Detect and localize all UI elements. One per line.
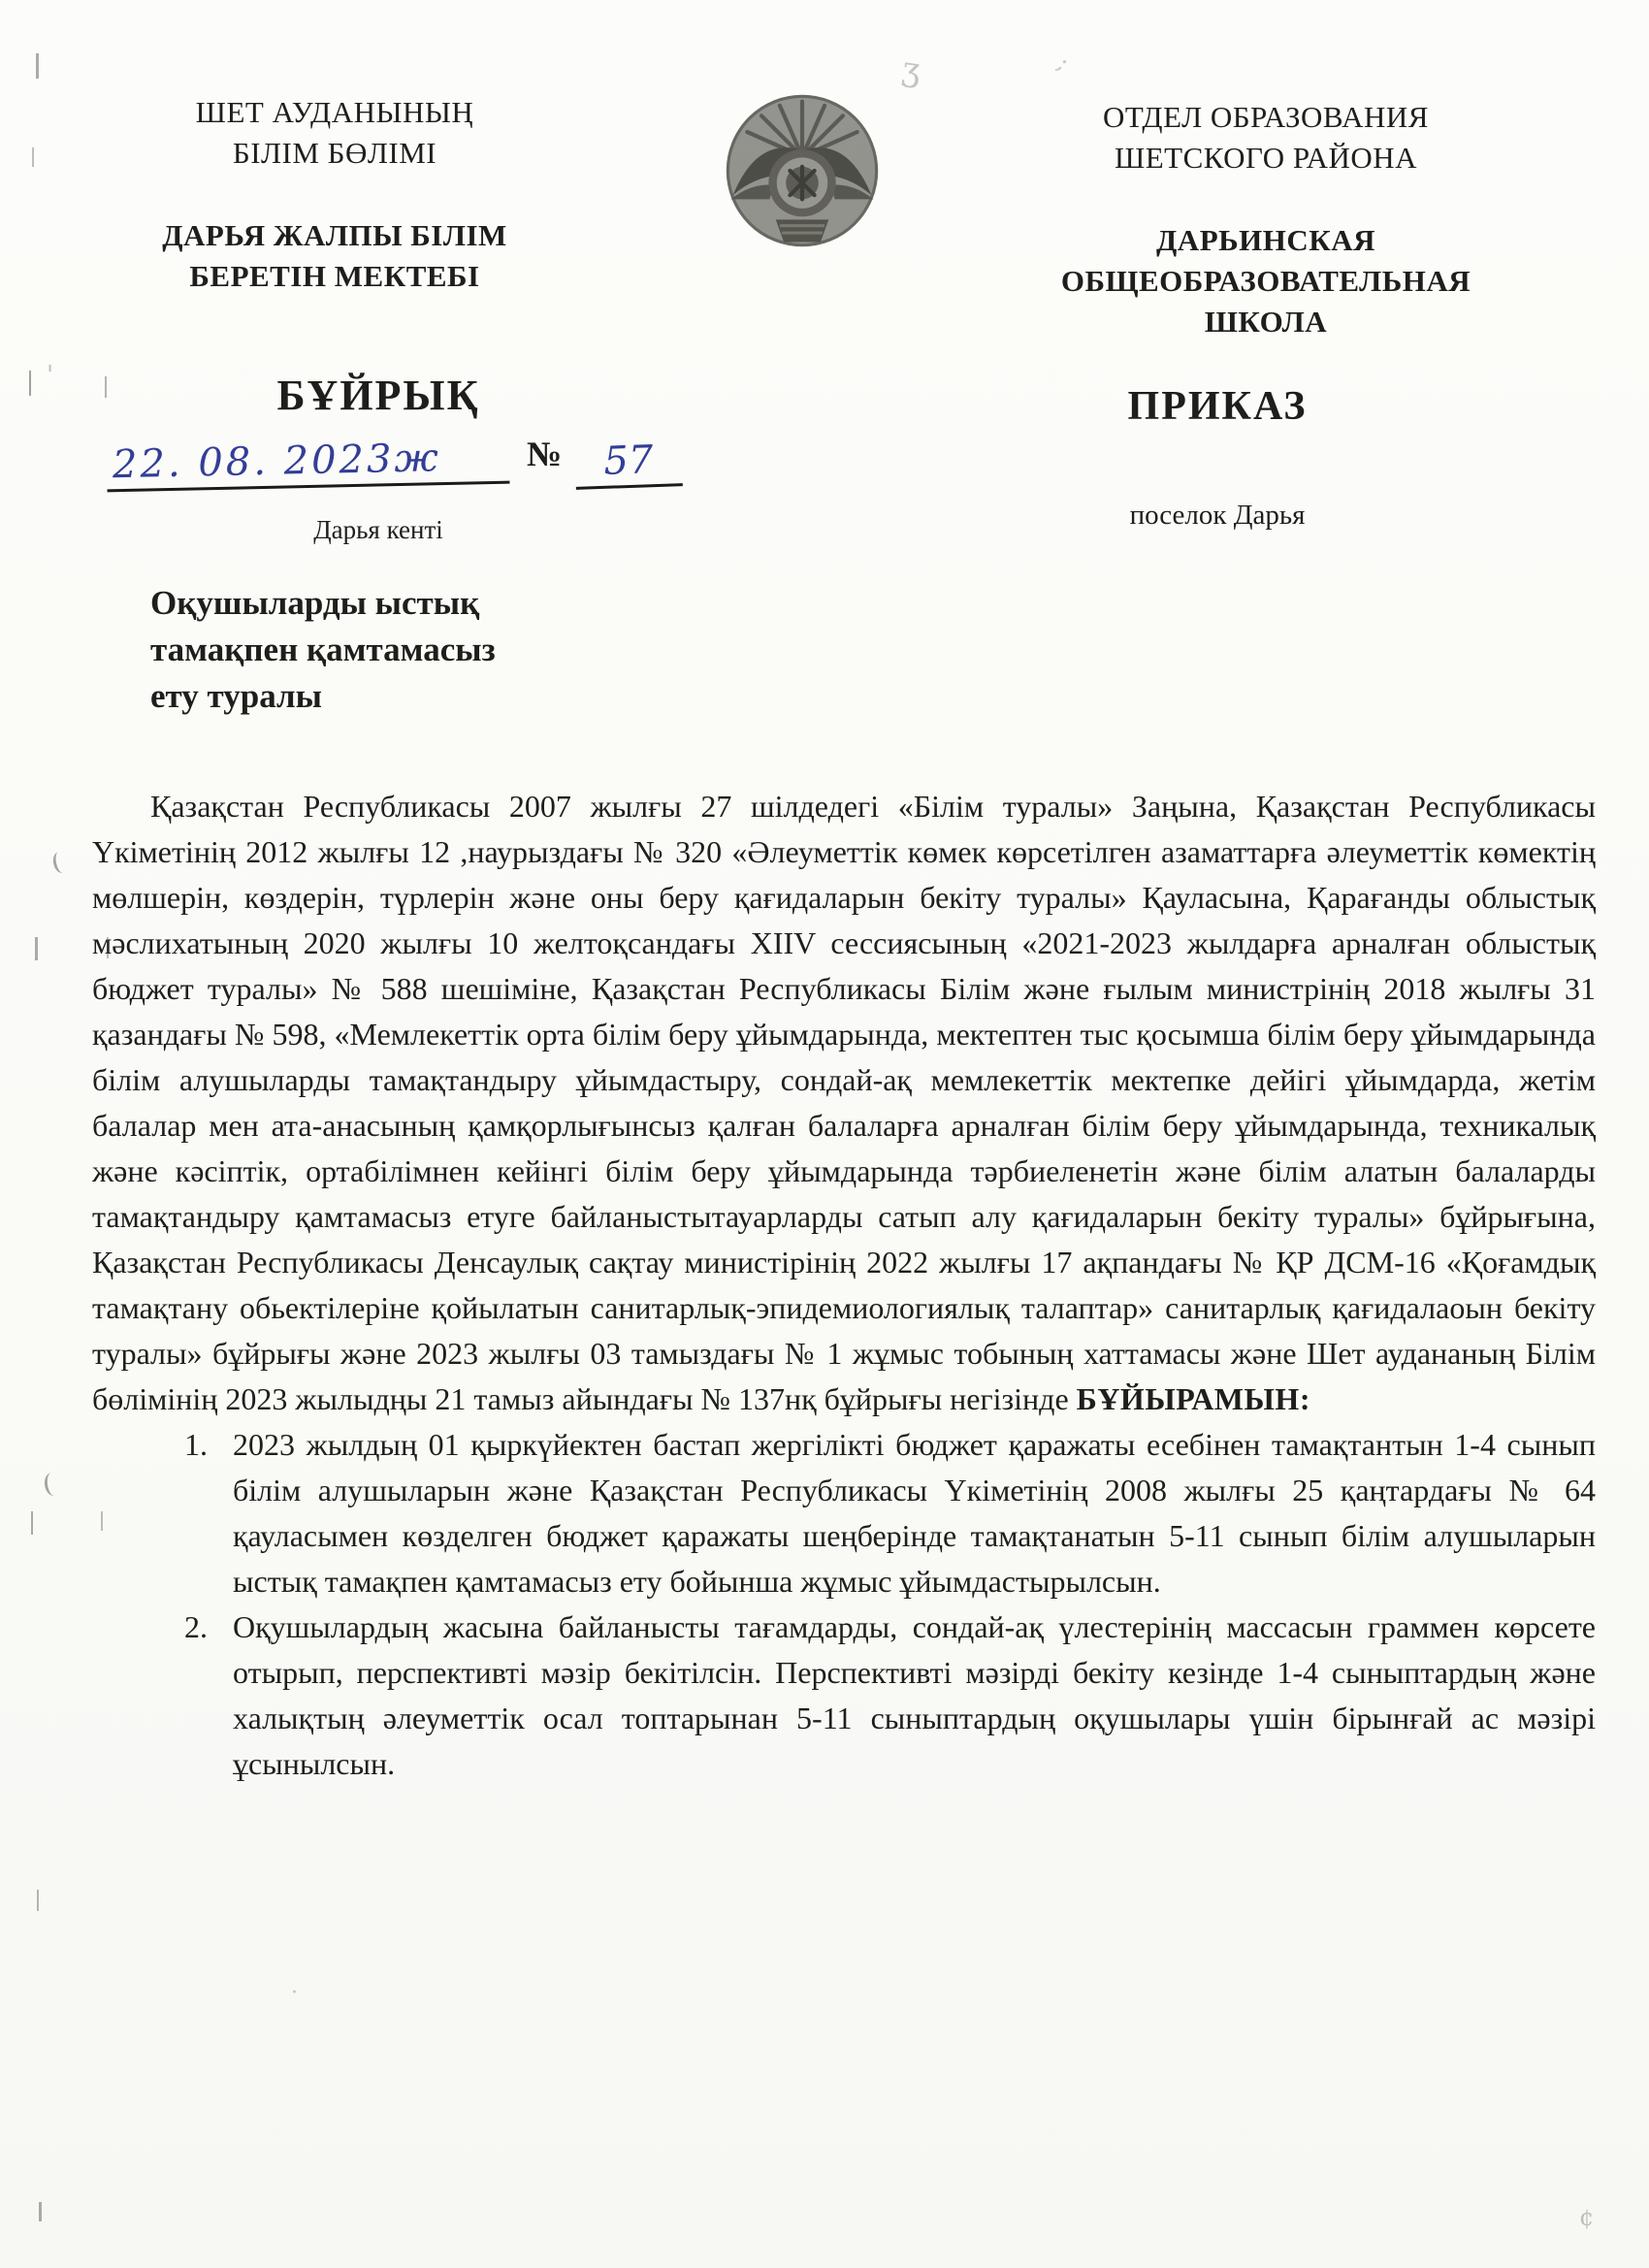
org-name-line: ОБЩЕОБРАЗОВАТЕЛЬНАЯ [1060,264,1471,298]
order-title-kazakh: БҰЙРЫҚ [276,372,480,419]
scan-artifact [36,53,39,79]
scan-artifact: · [291,1981,298,2005]
handwritten-date: 22. 08. 2023ж [107,435,510,493]
item-number: 1. [184,1427,208,1462]
subject-line: ету туралы [150,677,322,715]
number-sign: № [527,435,563,473]
scan-artifact [43,1472,62,1497]
subject-line: тамақпен қамтамасыз [150,631,496,668]
order-body [92,784,1596,1787]
org-name-line: БЕРЕТІН МЕКТЕБІ [189,259,480,293]
org-name-line: ШКОЛА [1204,305,1328,339]
order-item [184,1422,1596,1604]
org-name-line: ОТДЕЛ ОБРАЗОВАНИЯ [1103,100,1429,134]
org-name-line: ШЕТ АУДАНЫНЫҢ [195,95,474,129]
scan-artifact [29,371,31,396]
order-date-row [107,434,655,509]
item-text: Оқушылардың жасына байланысты тағамдарды, сондай-ақ үлестерінің массасын граммен көрсете отырып, перспективті мәзір бекітілсін. Перспективті мәзірді бекіту кезінде 1-4 сыныптардың және халықтың әлеуметтік осал топтарынан 5-11 сыныптардың оқушылары үшін бірынғай ас мәзірі ұсынылсын. [233,1609,1596,1781]
school-name-russian [1009,220,1523,342]
header-org-kazakh [116,92,553,297]
org-name-line: БІЛІМ БӨЛІМІ [232,136,437,170]
spacer [1009,178,1523,220]
handwritten-order-number: 57 [574,437,683,490]
scan-artifact [39,2202,42,2221]
item-number: 2. [184,1609,208,1644]
order-title-russian: ПРИКАЗ [1127,384,1308,429]
order-place-kazakh: Дарья кенті [313,515,443,544]
order-subject [150,580,616,720]
subject-line: Оқушыларды ыстық [150,584,480,622]
preamble-paragraph [92,784,1596,1422]
order-block-russian [1009,383,1426,532]
order-item [184,1604,1596,1787]
item-text: 2023 жылдың 01 қыркүйектен бастап жергілікті бюджет қаражаты есебінен тамақтантын 1-4 сынып білім алушыларын және Қазақстан Республикасы Үкіметінің 2008 жылғы 25 қаңтардағы № 64 қауласымен көзделген бюджет қаражаты шеңберінде тамақтанатын 5-11 сынып білім алушыларын ыстық тамақпен қамтамасыз ету бойынша жұмыс ұйымдастырылсын. [233,1427,1596,1599]
resolve-word: БҰЙЫРАМЫН: [1076,1381,1310,1416]
scan-artifact [31,1511,33,1535]
scan-artifact: ' [47,361,54,390]
scan-artifact [32,147,34,167]
org-name-line: ДАРЬИНСКАЯ [1155,223,1375,257]
scan-artifact: ʒ [899,49,923,91]
scan-artifact: ¢ [1579,2204,1595,2231]
scan-artifact [37,1890,39,1911]
spacer [116,174,553,215]
org-name-line: ШЕТСКОГО РАЙОНА [1114,141,1418,175]
scan-artifact [35,937,38,960]
scan-artifact [51,851,70,875]
preamble-text: Қазақстан Республикасы 2007 жылғы 27 шілдедегі «Білім туралы» Заңына, Қазақстан Республикасы Үкіметінің 2012 жылғы 12 ,наурыздағы № 320 «Әлеуметтік көмек көрсетілген азаматтарға әлеуметтік көмектің мөлшерін, көздерін, түрлерін және оны беру қағидаларын бекіту туралы» Қауласына, Қарағанды облыстық мәслихатының 2020 жылғы 10 желтоқсандағы XIIV сессиясының «2021-2023 жылдарға арналған облыстық бюджет туралы» № 588 шешіміне, Қазақстан Республикасы Білім және ғылым министрінің 2018 жылғы 31 қазандағы № 598, «Мемлекеттік орта білім беру ұйымдарында, мектептен тыс қосымша білім беру ұйымдарында білім алушыларды тамақтандыру ұйымдастыру, сондай-ақ мемлекеттік мектепке дейігі ұйымдарда, жетім балалар мен ата-анасының қамқорлығынсыз қалған балаларға арналған білім беру ұйымдарында, техникалық және кәсіптік, ортабілімнен кейінгі білім беру ұйымдарында тәрбиеленетін және білім алатын балаларды тамақтандыру қамтамасыз етуге байланыстытауарларды сатып алу қағидаларын бекіту туралы» бұйрығына, Қазақстан Республикасы Денсаулық сақтау министірінің 2022 жылғы 17 ақпандағы № ҚР ДСМ-16 «Қоғамдық тамақтану обьектілеріне қойылатын санитарлық-эпидемиологиялық талаптар» санитарлық қағидалаоын бекіту туралы» бұйрығы және 2023 жылғы 03 тамыздағы № 1 жұмыс тобының хаттамасы және Шет аудананың Білім бөлімінің 2023 жылыдңы 21 тамыз айындағы № 137нқ бұйрығы негізінде [92,789,1596,1416]
header-org-russian [1009,97,1523,342]
org-name-line: ДАРЬЯ ЖАЛПЫ БІЛІМ [162,218,507,252]
school-name-kazakh [116,215,553,297]
order-place-russian: поселок Дарья [1129,500,1306,531]
order-items-list [92,1422,1596,1787]
scan-artifact: ; [1051,49,1076,78]
order-block-kazakh [107,371,655,545]
kazakhstan-coat-of-arms-icon [721,89,884,252]
